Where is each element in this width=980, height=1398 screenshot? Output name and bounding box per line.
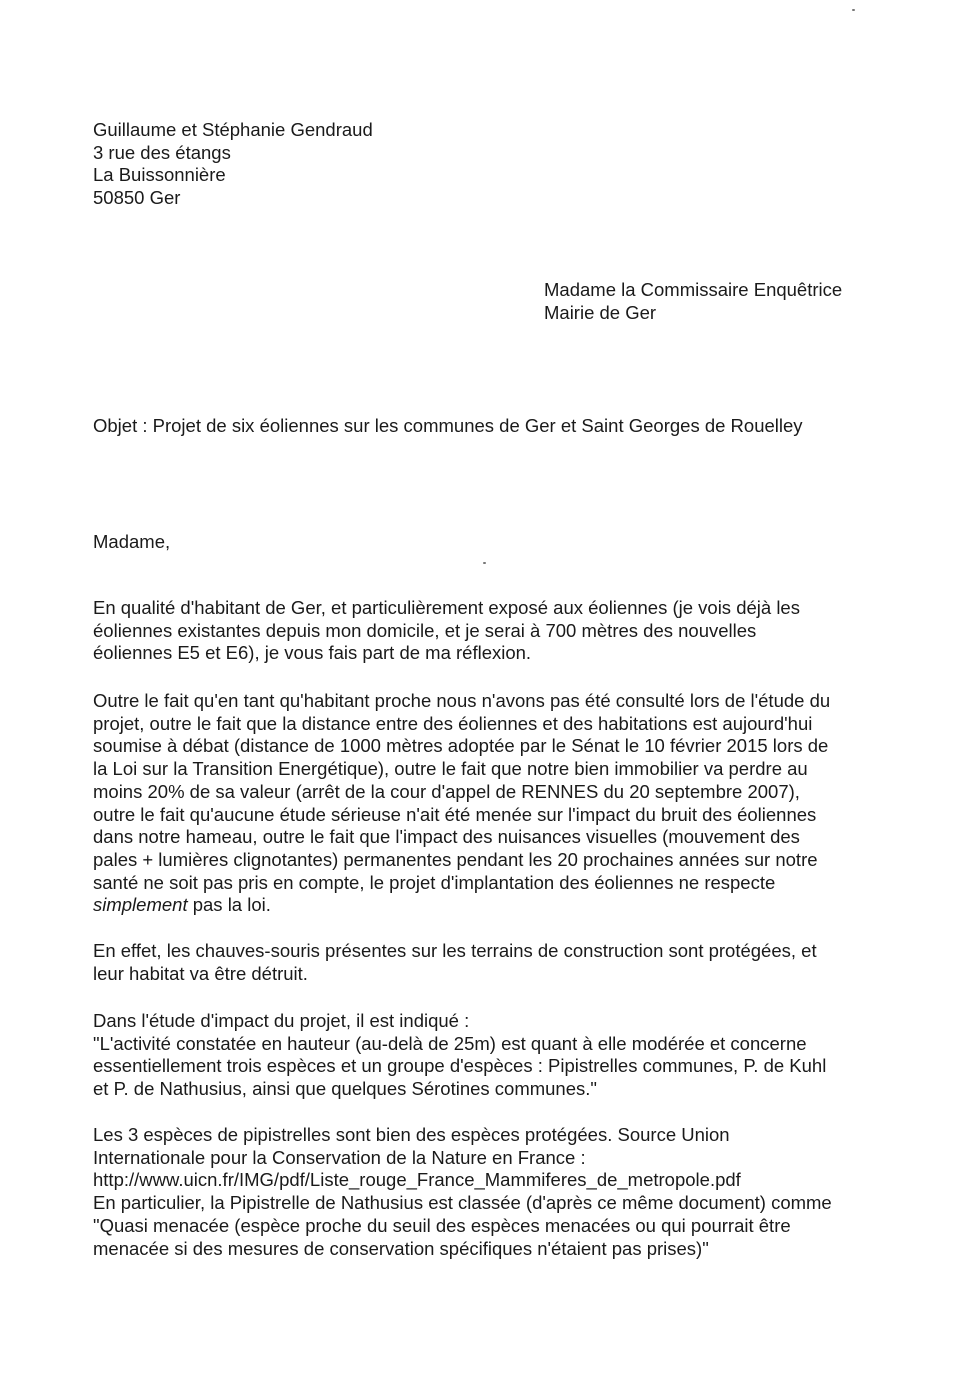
text-line: la Loi sur la Transition Energétique), outre le fait que notre bien immobilier va perdre au [93, 758, 808, 780]
quote-line: menacée si des mesures de conservation spécifiques n'étaient pas prises)" [93, 1237, 709, 1259]
recipient-office: Mairie de Ger [544, 301, 657, 323]
scan-speck [483, 562, 486, 564]
text-line-last [93, 894, 830, 917]
recipient-name: Madame la Commissaire Enquêtrice [544, 279, 843, 300]
text-line: leur habitat va être détruit. [93, 962, 308, 984]
recipient-address [544, 279, 842, 324]
scan-speck [852, 9, 855, 11]
letter-salutation: Madame, [93, 531, 171, 552]
text-line: Outre le fait qu'en tant qu'habitant proche nous n'avons pas été consulté lors de l'étude du [93, 690, 831, 711]
text-line: outre le fait qu'aucune étude sérieuse n'ait été menée sur l'impact du bruit des éoliennes [93, 803, 817, 825]
letter-subject: Objet : Projet de six éoliennes sur les communes de Ger et Saint Georges de Rouelley [93, 415, 803, 436]
sender-postcode-city: 50850 Ger [93, 187, 181, 209]
quote-line: et P. de Nathusius, ainsi que quelques Sérotines communes." [93, 1078, 597, 1100]
source-url: http://www.uicn.fr/IMG/pdf/Liste_rouge_France_Mammiferes_de_metropole.pdf [93, 1169, 741, 1191]
quote-line: "Quasi menacée (espèce proche du seuil des espèces menacées ou qui pourrait être [93, 1214, 791, 1236]
text-line: Les 3 espèces de pipistrelles sont bien des espèces protégées. Source Union [93, 1124, 730, 1145]
text-line: moins 20% de sa valeur (arrêt de la cour d'appel de RENNES du 20 septembre 2007), [93, 780, 800, 802]
quote-line: essentiellement trois espèces et un groupe d'espèces : Pipistrelles communes, P. de Kuhl [93, 1055, 827, 1077]
text-line: dans notre hameau, outre le fait que l'impact des nuisances visuelles (mouvement des [93, 826, 800, 848]
text-line: éoliennes existantes depuis mon domicile, et je serai à 700 mètres des nouvelles [93, 619, 757, 641]
text-line: En particulier, la Pipistrelle de Nathusius est classée (d'après ce même document) comme [93, 1192, 832, 1214]
sender-name: Guillaume et Stéphanie Gendraud [93, 119, 373, 140]
paragraph-bats [93, 940, 817, 985]
quote-line: "L'activité constatée en hauteur (au-delà de 25m) est quant à elle modérée et concerne [93, 1032, 807, 1054]
paragraph-protected-species [93, 1124, 832, 1260]
text-line-rest: pas la loi. [187, 894, 271, 916]
text-line: pales + lumières clignotantes) permanentes pendant les 20 prochaines années sur notre [93, 848, 818, 870]
text-line: santé ne soit pas pris en compte, le projet d'implantation des éoliennes ne respecte [93, 871, 776, 893]
sender-locality: La Buissonnière [93, 164, 226, 186]
text-line: Internationale pour la Conservation de la Nature en France : [93, 1146, 586, 1168]
paragraph-impact-study [93, 1010, 826, 1101]
text-line: Dans l'étude d'impact du projet, il est indiqué : [93, 1010, 470, 1031]
paragraph-intro [93, 597, 800, 665]
text-line: En effet, les chauves-souris présentes sur les terrains de construction sont protégées, et [93, 940, 817, 961]
paragraph-arguments [93, 690, 830, 917]
sender-street: 3 rue des étangs [93, 141, 231, 163]
emphasized-word: simplement [93, 894, 188, 916]
text-line: soumise à débat (distance de 1000 mètres adoptée par le Sénat le 10 février 2015 lors de [93, 735, 829, 757]
sender-address [93, 119, 373, 210]
text-line: projet, outre le fait que la distance entre des éoliennes et des habitations est aujourd'hui [93, 712, 813, 734]
text-line: En qualité d'habitant de Ger, et particulièrement exposé aux éoliennes (je vois déjà les [93, 597, 800, 618]
text-line: éoliennes E5 et E6), je vous fais part de ma réflexion. [93, 642, 532, 664]
